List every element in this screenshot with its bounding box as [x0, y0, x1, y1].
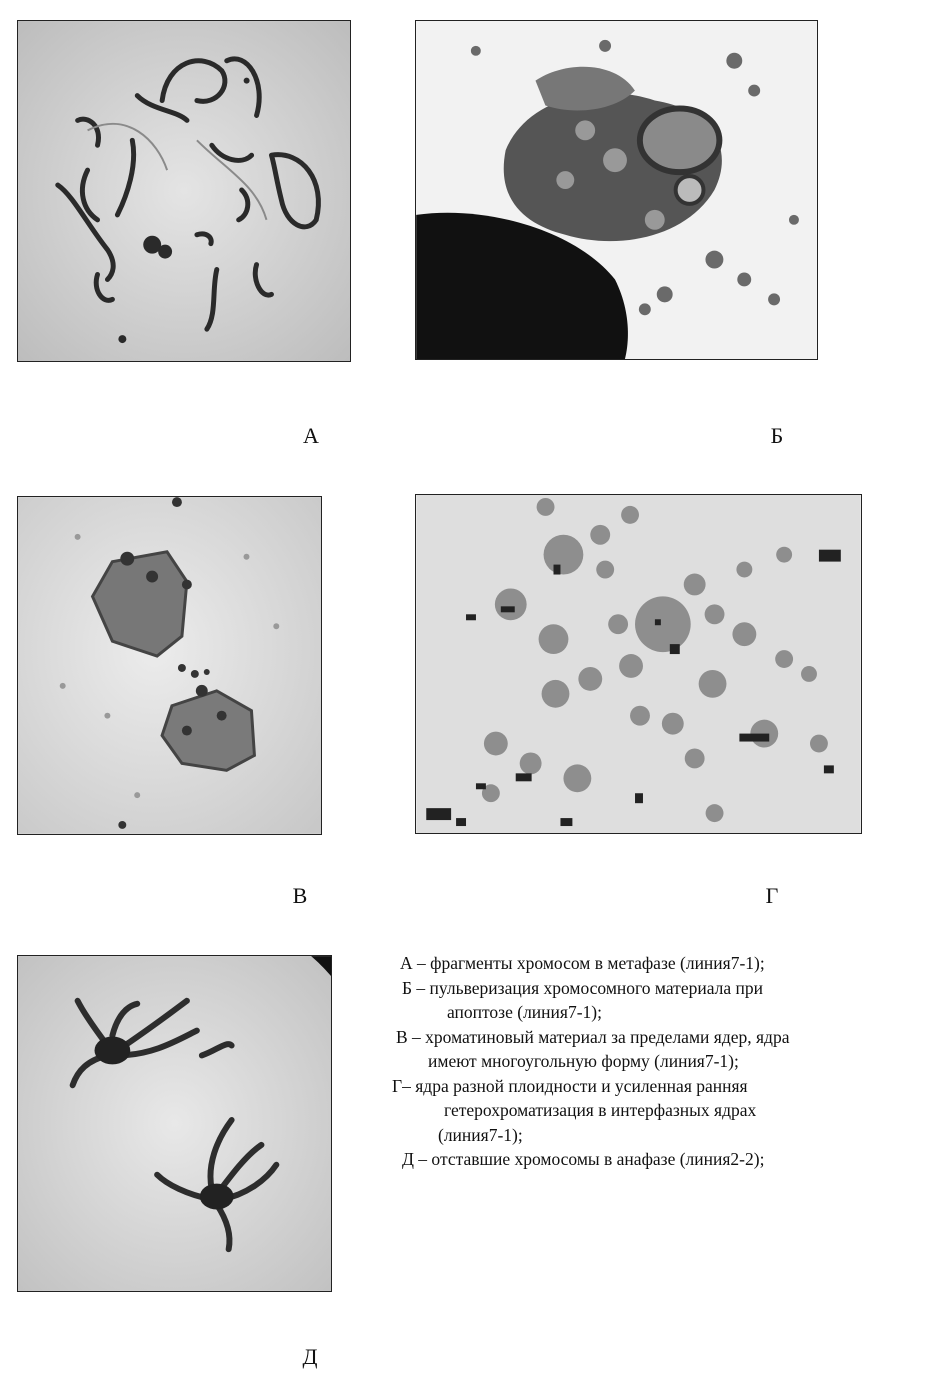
label-a: А [303, 423, 319, 448]
label-d: Д [302, 1344, 318, 1369]
label-v: В [292, 883, 308, 908]
micrograph-d [17, 955, 332, 1292]
micrograph-d-image [18, 956, 331, 1291]
label-b: Б [770, 423, 784, 448]
caption-line-v: В – хроматиновый материал за пределами ядер, ядра [396, 1026, 790, 1047]
caption-line-g-cont2: (линия7-1); [438, 1124, 523, 1145]
caption-line-a: А – фрагменты хромосом в метафазе (линия7-1); [400, 953, 765, 973]
micrograph-g-image [416, 495, 861, 833]
caption-line-b-cont: апоптозе (линия7-1); [447, 1002, 602, 1022]
label-g: Г [765, 883, 779, 908]
figure-caption [392, 951, 940, 1172]
micrograph-a [17, 20, 351, 362]
caption-line-b: Б – пульверизация хромосомного материала при [402, 977, 763, 998]
micrograph-a-image [18, 21, 350, 361]
micrograph-b-image [416, 21, 817, 359]
caption-line-g-cont: гетерохроматизация в интерфазных ядрах [444, 1100, 757, 1120]
caption-line-g: Г– ядра разной плоидности и усиленная ранняя [392, 1075, 748, 1096]
micrograph-v [17, 496, 322, 835]
caption-line-d: Д – отставшие хромосомы в анафазе (линия2-2); [402, 1149, 765, 1169]
micrograph-v-image [18, 497, 321, 834]
micrograph-b [415, 20, 818, 360]
micrograph-g [415, 494, 862, 834]
caption-line-v-cont: имеют многоугольную форму (линия7-1); [428, 1051, 739, 1071]
